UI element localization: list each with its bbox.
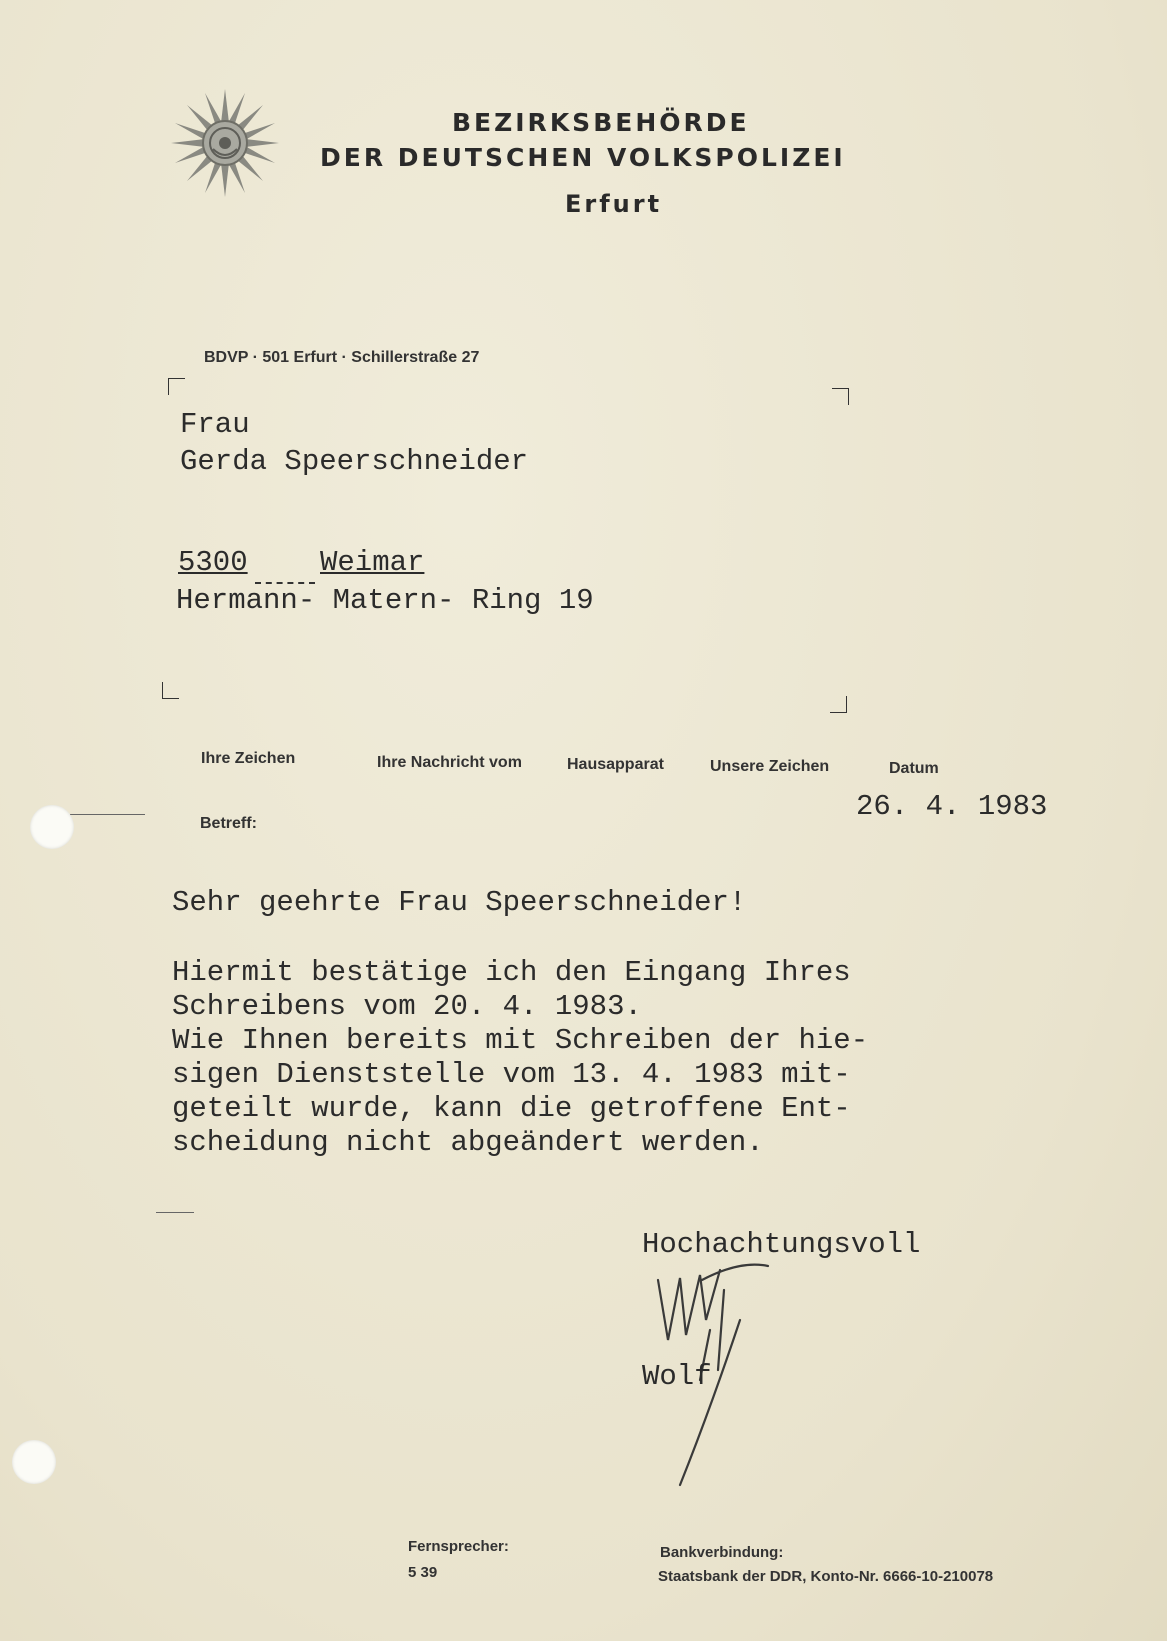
window-corner-bl bbox=[162, 682, 179, 699]
letter-date: 26. 4. 1983 bbox=[856, 790, 1048, 823]
signer-name: Wolf bbox=[642, 1360, 712, 1393]
recipient-salutation: Frau bbox=[180, 408, 250, 441]
betreff-label: Betreff: bbox=[200, 815, 257, 832]
body-line: geteilt wurde, kann die getroffene Ent- bbox=[172, 1092, 851, 1125]
ref-unsere-zeichen: Unsere Zeichen bbox=[710, 758, 830, 775]
window-corner-br bbox=[830, 696, 847, 713]
body-line: Hiermit bestätige ich den Eingang Ihres bbox=[172, 956, 851, 989]
ref-ihre-nachricht: Ihre Nachricht vom bbox=[377, 754, 522, 771]
letterhead-title-line2: DER DEUTSCHEN VOLKSPOLIZEI bbox=[320, 143, 846, 172]
punch-hole-upper bbox=[30, 805, 74, 849]
window-corner-tl bbox=[168, 378, 185, 395]
ref-hausapparat: Hausapparat bbox=[567, 756, 664, 773]
recipient-street: Hermann- Matern- Ring 19 bbox=[176, 584, 594, 617]
footer-phone-value: 5 39 bbox=[408, 1564, 438, 1581]
body-line: Schreibens vom 20. 4. 1983. bbox=[172, 990, 642, 1023]
letterhead-title-line1: BEZIRKSBEHÖRDE bbox=[452, 108, 750, 137]
body-line: Wie Ihnen bereits mit Schreiben der hie- bbox=[172, 1024, 869, 1057]
footer-bank-value: Staatsbank der DDR, Konto-Nr. 6666-10-210078 bbox=[658, 1568, 994, 1585]
window-corner-tr bbox=[832, 388, 849, 405]
letterhead-city: Erfurt bbox=[565, 190, 663, 218]
sender-line: BDVP · 501 Erfurt · Schillerstraße 27 bbox=[204, 349, 480, 366]
fold-mark-line bbox=[70, 814, 145, 815]
volkspolizei-star-emblem-icon bbox=[168, 88, 282, 198]
letter-body bbox=[172, 956, 868, 1160]
body-line: scheidung nicht abgeändert werden. bbox=[172, 1126, 764, 1159]
greeting: Sehr geehrte Frau Speerschneider! bbox=[172, 886, 747, 919]
recipient-city: Weimar bbox=[320, 546, 425, 579]
footer-phone-label: Fernsprecher: bbox=[408, 1538, 509, 1555]
punch-hole-lower bbox=[12, 1440, 56, 1484]
margin-mark-line bbox=[156, 1212, 194, 1213]
closing: Hochachtungsvoll bbox=[642, 1228, 921, 1261]
body-line: sigen Dienststelle vom 13. 4. 1983 mit- bbox=[172, 1058, 851, 1091]
ref-ihre-zeichen: Ihre Zeichen bbox=[201, 750, 296, 767]
recipient-postcode: 5300 bbox=[178, 546, 248, 579]
footer-bank-label: Bankverbindung: bbox=[660, 1544, 784, 1561]
ref-datum: Datum bbox=[889, 760, 939, 777]
recipient-name: Gerda Speerschneider bbox=[180, 445, 529, 478]
